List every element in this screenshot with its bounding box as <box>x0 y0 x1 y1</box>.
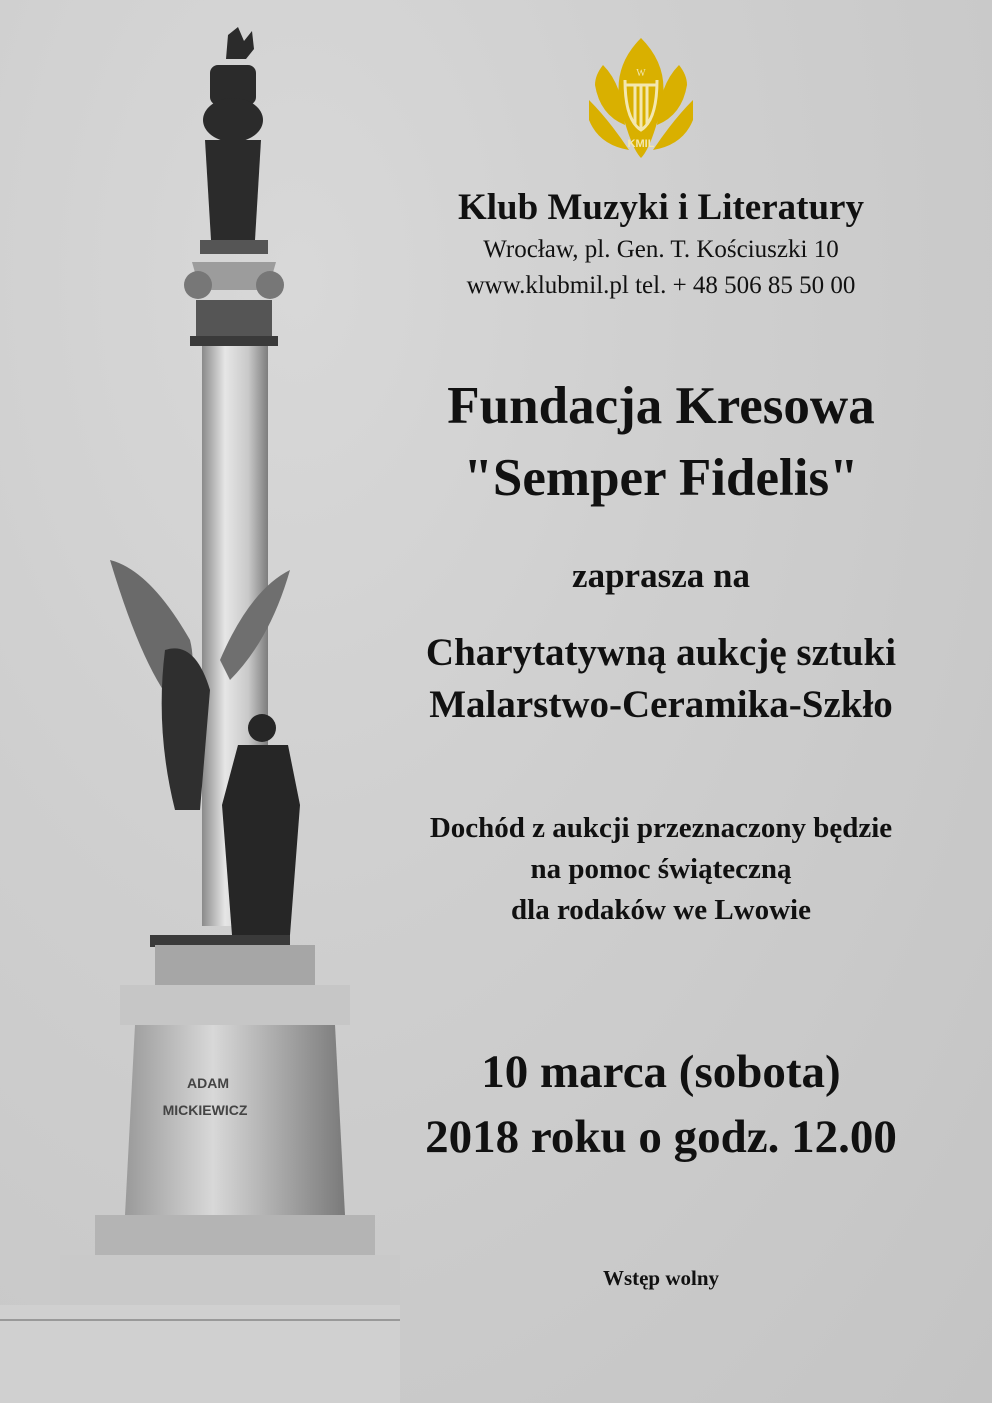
admission-note: Wstęp wolny <box>602 1266 720 1290</box>
purpose-line2: na pomoc świąteczną <box>530 853 792 885</box>
organizer-motto: "Semper Fidelis" <box>463 449 859 507</box>
event-subtitle: Malarstwo-Ceramika-Szkło <box>429 683 893 726</box>
purpose-line3: dla rodaków we Lwowie <box>511 894 811 926</box>
pedestal-inscription-line1: ADAM <box>187 1075 229 1091</box>
club-contact: www.klubmil.pl tel. + 48 506 85 50 00 <box>466 272 856 299</box>
event-time: 2018 roku o godz. 12.00 <box>425 1111 897 1163</box>
monument-capital <box>184 262 284 346</box>
logo-text: KMIL <box>627 138 655 150</box>
event-title: Charytatywną aukcję sztuki <box>425 631 897 674</box>
monument-pedestal <box>0 945 400 1403</box>
pedestal-inscription-line2: MICKIEWICZ <box>162 1102 248 1118</box>
logo-letter: W <box>636 68 646 79</box>
kmil-logo <box>585 30 697 160</box>
invite-text: zaprasza na <box>572 556 750 595</box>
organizer-name: Fundacja Kresowa <box>447 377 875 435</box>
purpose-line1: Dochód z aukcji przeznaczony będzie <box>429 812 893 844</box>
monument-top-urn <box>200 27 268 254</box>
club-name: Klub Muzyki i Literatury <box>458 187 864 228</box>
event-date: 10 marca (sobota) <box>481 1046 841 1098</box>
club-address: Wrocław, pl. Gen. T. Kościuszki 10 <box>483 236 839 263</box>
